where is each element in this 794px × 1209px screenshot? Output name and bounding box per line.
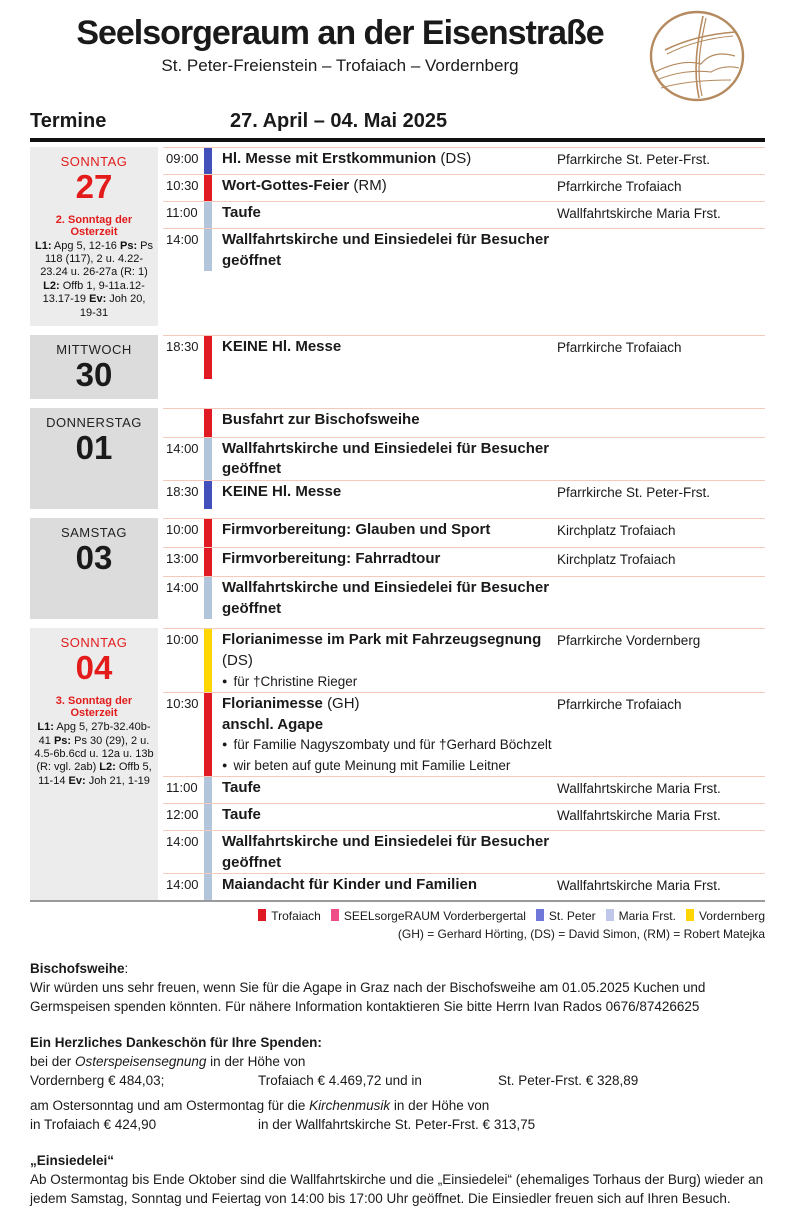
einsiedelei-body: Ab Ostermontag bis Ende Oktober sind die Wallfahrtskirche und die „Einsiedelei“ (ehemaliges Torhaus der Burg) wieder an jedem Samstag, Sonntag und Feiertag von 14:00 bis 17:00 Uhr geöffnet. Die Einsiedler freuen sich auf Ihren Besuch. xyxy=(30,1172,764,1207)
event-main xyxy=(222,804,557,830)
event-time: 09:00 xyxy=(166,151,199,166)
event-title-text: Hl. Messe mit Erstkommunion xyxy=(222,150,437,167)
spenden-line3-italic: Kirchenmusik xyxy=(309,1098,391,1114)
spenden-line1-suffix: in der Höhe von xyxy=(206,1053,306,1069)
day-events xyxy=(163,147,765,326)
event-location xyxy=(557,229,765,271)
reading-label: L2: xyxy=(43,279,60,292)
legend-item xyxy=(686,909,765,923)
bischofsweihe-heading: Bischofsweihe xyxy=(30,961,125,977)
event-title-text: Wallfahrtskirche und Einsiedelei für Besucher geöffnet xyxy=(222,439,550,478)
day-block xyxy=(30,628,158,900)
event-title xyxy=(222,410,557,431)
event-color-bar xyxy=(204,202,212,228)
event-location xyxy=(557,438,765,480)
event-main xyxy=(222,874,557,900)
event-time: 10:00 xyxy=(166,632,199,648)
day-number: 04 xyxy=(75,649,113,687)
termine-date-range: 27. April – 04. Mai 2025 xyxy=(230,110,448,132)
event-title-text: Wort-Gottes-Feier xyxy=(222,177,350,194)
day-name: MITTWOCH xyxy=(56,342,132,358)
event-location: Pfarrkirche Trofaiach xyxy=(557,340,682,356)
event-color-bar xyxy=(204,409,212,437)
day-name: DONNERSTAG xyxy=(46,414,142,430)
event-row xyxy=(163,201,765,228)
event-title-text: Florianimesse xyxy=(222,695,323,713)
event-row xyxy=(163,547,765,576)
event-title xyxy=(222,778,557,799)
event-main xyxy=(222,831,557,873)
event-title xyxy=(222,203,557,224)
event-row xyxy=(163,518,765,547)
event-title xyxy=(222,439,557,480)
day-block xyxy=(30,335,158,399)
legend-item xyxy=(258,909,321,923)
event-title xyxy=(222,875,557,896)
event-celebrant-code: (RM) xyxy=(353,177,387,194)
day-section xyxy=(30,335,765,399)
event-location xyxy=(557,409,765,437)
event-title xyxy=(222,630,557,671)
amount-trofaiach: Trofaiach € 4.469,72 und in xyxy=(258,1072,422,1088)
spenden-line3-suffix: in der Höhe von xyxy=(390,1098,490,1114)
spenden-line3-prefix: am Ostersonntag und am Ostermontag für die xyxy=(30,1098,310,1114)
event-time: 10:30 xyxy=(166,178,199,193)
event-time: 18:30 xyxy=(166,339,199,355)
event-title xyxy=(222,176,557,197)
event-row xyxy=(163,692,765,776)
header-text xyxy=(30,10,650,76)
legend-note: (GH) = Gerhard Hörting, (DS) = David Simon, (RM) = Robert Matejka xyxy=(397,926,765,941)
event-location xyxy=(557,831,765,873)
day-block xyxy=(30,147,158,326)
schedule xyxy=(30,147,765,902)
legend-color-swatch xyxy=(536,909,544,921)
event-main xyxy=(222,229,557,271)
event-time xyxy=(163,409,200,437)
event-title-text: Taufe xyxy=(222,805,261,823)
day-events xyxy=(163,518,765,619)
event-color-bar xyxy=(204,831,212,873)
bullet-icon: ● xyxy=(222,675,228,686)
event-title xyxy=(222,694,557,715)
legend-label: SEELsorgeRAUM Vorderbergertal xyxy=(343,909,526,924)
event-title-text: Wallfahrtskirche und Einsiedelei für Besucher geöffnet xyxy=(222,231,550,269)
amount-wallfahrtskirche-musik: in der Wallfahrtskirche St. Peter-Frst. € 313,75 xyxy=(258,1117,536,1133)
day-events xyxy=(163,628,765,900)
legend-item xyxy=(606,909,676,923)
event-time: 12:00 xyxy=(166,806,199,822)
day-readings: L1: Apg 5, 12-16 Ps: Ps 118 (117), 2 u. 4.22-23.24 u. 26-27a (R: 1) L2: Offb 1, 9-11a.12-13.17-19 Ev: Joh 20, 19-31 xyxy=(34,239,154,319)
event-title-text: Taufe xyxy=(222,778,261,796)
day-section xyxy=(30,628,765,900)
day-name: SAMSTAG xyxy=(60,525,128,541)
event-main xyxy=(222,481,557,509)
day-block xyxy=(30,408,158,509)
reading-label: L1: xyxy=(37,721,54,734)
event-color-bar xyxy=(204,804,212,830)
day-name: SONNTAG xyxy=(60,154,128,169)
event-location: Pfarrkirche Trofaiach xyxy=(557,697,682,713)
day-section xyxy=(30,147,765,326)
day-block xyxy=(30,518,158,619)
day-number: 27 xyxy=(75,168,113,205)
event-title-text: Maiandacht für Kinder und Familien xyxy=(222,876,478,894)
event-location: Wallfahrtskirche Maria Frst. xyxy=(557,807,721,823)
legend-items-row xyxy=(30,908,765,925)
reading-label: L1: xyxy=(34,239,52,252)
event-time: 11:00 xyxy=(166,205,198,220)
day-number: 03 xyxy=(75,539,113,577)
event-color-bar xyxy=(204,175,212,201)
page-title: Seelsorgeraum an der Eisenstraße xyxy=(76,14,604,52)
event-row xyxy=(163,174,765,201)
event-location: Kirchplatz Trofaiach xyxy=(557,523,676,539)
spenden-amounts-row-1 xyxy=(30,1072,765,1091)
spenden-heading: Ein Herzliches Dankeschön für Ihre Spenden: xyxy=(30,1034,322,1050)
event-intention: ● für Familie Nagyszombaty und für †Gerhard Böchzelt xyxy=(222,737,552,753)
event-color-bar xyxy=(204,874,212,900)
reading-label: Ev: xyxy=(89,293,107,306)
bischofsweihe-body: Wir würden uns sehr freuen, wenn Sie für die Agape in Graz nach der Bischofsweihe am 01.05.2025 Kuchen und Germspeisen spenden könnten. Für nähere Information kontaktieren Sie bitte Herrn Ivan Rados 0676/87426625 xyxy=(30,980,706,1014)
event-time: 14:00 xyxy=(166,440,199,456)
event-title xyxy=(222,230,557,271)
amount-st-peter: St. Peter-Frst. € 328,89 xyxy=(498,1072,639,1088)
event-title xyxy=(222,482,557,503)
event-location: Wallfahrtskirche Maria Frst. xyxy=(557,878,721,894)
event-location: Pfarrkirche Trofaiach xyxy=(557,179,682,194)
event-row xyxy=(163,873,765,900)
termine-label: Termine xyxy=(30,110,107,132)
event-color-bar xyxy=(204,148,212,174)
bullet-icon: ● xyxy=(222,759,228,770)
event-main xyxy=(222,175,557,201)
event-color-bar xyxy=(204,336,212,379)
event-location: Wallfahrtskirche Maria Frst. xyxy=(557,206,721,221)
event-celebrant-code: (DS) xyxy=(440,150,472,167)
event-intention: ● für †Christine Rieger xyxy=(222,673,358,689)
event-title-text: Busfahrt zur Bischofsweihe xyxy=(222,410,420,428)
spenden-line3 xyxy=(30,1097,765,1116)
day-events xyxy=(163,408,765,509)
event-main xyxy=(222,777,557,803)
event-color-bar xyxy=(204,438,212,480)
legend-label: Vordernberg xyxy=(698,909,765,924)
spenden-amounts-row-2 xyxy=(30,1116,765,1135)
parish-cross-logo-icon xyxy=(647,10,747,102)
spacer xyxy=(30,1090,765,1097)
spenden-line1-prefix: bei der xyxy=(30,1053,76,1069)
event-time: 13:00 xyxy=(166,551,199,567)
day-section xyxy=(30,408,765,509)
event-row xyxy=(163,437,765,480)
event-time: 11:00 xyxy=(166,779,198,795)
event-time: 10:30 xyxy=(166,696,199,712)
event-location xyxy=(557,577,765,619)
event-title xyxy=(222,520,557,541)
day-feast-label: 2. Sonntag der Osterzeit xyxy=(55,213,133,238)
event-location: Pfarrkirche St. Peter-Frst. xyxy=(557,152,711,167)
legend-color-swatch xyxy=(331,909,339,921)
event-location: Kirchplatz Trofaiach xyxy=(557,552,676,568)
event-row xyxy=(163,576,765,619)
event-celebrant-code: (DS) xyxy=(222,652,253,670)
day-events xyxy=(163,335,765,399)
event-main xyxy=(222,693,557,776)
day-number: 01 xyxy=(75,428,113,466)
event-color-bar xyxy=(204,777,212,803)
event-main xyxy=(222,577,557,619)
event-title-text: anschl. Agape xyxy=(222,715,324,733)
event-intention: ● wir beten auf gute Meinung mit Familie Leitner xyxy=(222,757,511,773)
legend-color-swatch xyxy=(258,909,266,921)
amount-trofaiach-musik: in Trofaiach € 424,90 xyxy=(30,1117,157,1133)
day-readings: L1: Apg 5, 27b-32.40b-41 Ps: Ps 30 (29), 2 u. 4.5-6b.6cd u. 12a u. 13b (R: vgl. 2ab) L2: Offb 5, 11-14 Ev: Joh 21, 1-19 xyxy=(34,721,154,787)
legend-label: St. Peter xyxy=(548,909,596,924)
event-row xyxy=(163,776,765,803)
amount-vordernberg: Vordernberg € 484,03; xyxy=(30,1072,165,1088)
event-location: Wallfahrtskirche Maria Frst. xyxy=(557,780,721,796)
event-row xyxy=(163,628,765,692)
event-main xyxy=(222,409,557,437)
bischofsweihe-heading-colon: : xyxy=(124,961,129,977)
section-bischofsweihe xyxy=(30,960,765,1017)
event-title xyxy=(222,337,557,358)
event-color-bar xyxy=(204,548,212,576)
event-time: 10:00 xyxy=(166,522,199,538)
event-main xyxy=(222,202,557,228)
event-title xyxy=(222,549,557,570)
event-title-text: Wallfahrtskirche und Einsiedelei für Besucher geöffnet xyxy=(222,832,550,871)
legend-item xyxy=(331,909,526,923)
event-main xyxy=(222,336,557,379)
reading-label: Ps: xyxy=(119,239,138,252)
header-rule xyxy=(30,138,765,142)
event-color-bar xyxy=(204,629,212,692)
event-time: 18:30 xyxy=(166,484,199,500)
section-spenden xyxy=(30,1034,765,1135)
legend-label: Trofaiach xyxy=(271,909,321,924)
event-main xyxy=(222,519,557,547)
event-main xyxy=(222,148,557,174)
event-time: 14:00 xyxy=(166,232,199,247)
event-color-bar xyxy=(204,481,212,509)
event-color-bar xyxy=(204,229,212,271)
event-color-bar xyxy=(204,693,212,776)
event-row xyxy=(163,830,765,873)
event-title xyxy=(222,805,557,826)
event-title-text: Wallfahrtskirche und Einsiedelei für Besucher geöffnet xyxy=(222,579,550,617)
section-einsiedelei xyxy=(30,1152,765,1209)
legend-color-swatch xyxy=(606,909,614,921)
reading-label: Ps: xyxy=(53,734,72,747)
termine-header xyxy=(30,110,765,133)
event-main xyxy=(222,548,557,576)
event-color-bar xyxy=(204,519,212,547)
event-celebrant-code: (GH) xyxy=(327,695,360,713)
einsiedelei-heading: „Einsiedelei“ xyxy=(30,1153,115,1169)
bullet-icon: ● xyxy=(222,739,228,750)
event-time: 14:00 xyxy=(166,833,199,849)
page-header xyxy=(30,10,765,102)
day-number: 30 xyxy=(75,356,113,394)
reading-label: L2: xyxy=(99,761,116,774)
event-title-text: KEINE Hl. Messe xyxy=(222,483,342,501)
event-title-line2 xyxy=(222,715,557,736)
event-title-text: Firmvorbereitung: Fahrradtour xyxy=(222,550,441,568)
legend xyxy=(30,908,765,943)
event-title-text: Firmvorbereitung: Glauben und Sport xyxy=(222,521,491,539)
event-title xyxy=(222,578,557,619)
event-row xyxy=(163,480,765,509)
event-title-text: KEINE Hl. Messe xyxy=(222,338,342,356)
event-title-text: Florianimesse im Park mit Fahrzeugsegnung xyxy=(222,631,542,649)
legend-color-swatch xyxy=(686,909,694,921)
event-time: 14:00 xyxy=(166,580,199,596)
event-row xyxy=(163,228,765,271)
legend-label: Maria Frst. xyxy=(618,909,676,924)
day-feast-label: 3. Sonntag der Osterzeit xyxy=(55,695,133,720)
page-subtitle: St. Peter-Freienstein – Trofaiach – Vordernberg xyxy=(161,56,519,76)
event-title xyxy=(222,832,557,873)
event-title xyxy=(222,149,557,170)
event-row xyxy=(163,803,765,830)
event-row xyxy=(163,147,765,174)
day-name: SONNTAG xyxy=(60,635,128,651)
day-section xyxy=(30,518,765,619)
event-time: 14:00 xyxy=(166,877,199,893)
event-row xyxy=(163,408,765,437)
spenden-line1-italic: Osterspeisensegnung xyxy=(75,1053,207,1069)
event-main xyxy=(222,438,557,480)
event-main xyxy=(222,629,557,692)
event-color-bar xyxy=(204,577,212,619)
event-location: Pfarrkirche St. Peter-Frst. xyxy=(557,485,711,501)
reading-label: Ev: xyxy=(68,774,86,787)
spenden-line1 xyxy=(30,1053,765,1072)
event-location: Pfarrkirche Vordernberg xyxy=(557,633,701,649)
event-row xyxy=(163,335,765,379)
legend-item xyxy=(536,909,596,923)
event-title-text: Taufe xyxy=(222,204,261,221)
